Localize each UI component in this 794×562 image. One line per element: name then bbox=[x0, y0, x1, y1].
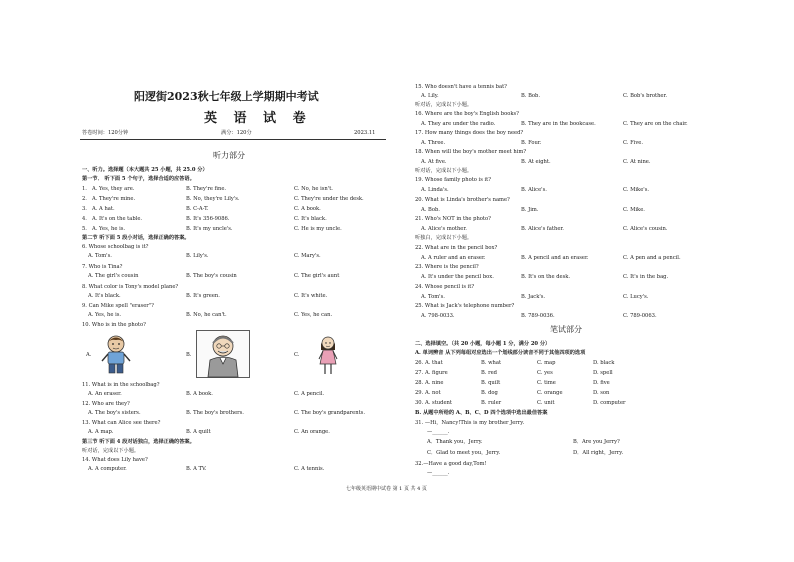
question-text: 24. Whose pencil is it? bbox=[415, 284, 475, 290]
option-c: C. Mike. bbox=[623, 207, 645, 213]
option-b: B. It's on the desk. bbox=[521, 274, 571, 280]
question-number: 29. bbox=[415, 390, 424, 396]
option-c: C. A pen and a pencil. bbox=[623, 255, 681, 261]
option-c: C. yes bbox=[537, 370, 553, 376]
grandfather-picture bbox=[196, 330, 250, 378]
option-a: A. They are under the radio. bbox=[421, 121, 496, 127]
page-footer: 七年级英语期中试卷 第 1 页 共 4 页 bbox=[346, 486, 427, 492]
option-c: C. map bbox=[537, 360, 556, 366]
question-text: 15. Who doesn't have a tennis bat? bbox=[415, 84, 507, 90]
part3-note: 听对话，完成以下小题。 bbox=[82, 448, 140, 454]
section-note: 听独白，完成以下小题。 bbox=[415, 235, 473, 241]
question-text: 25. What is Jack's telephone number? bbox=[415, 303, 515, 309]
option-b: B. red bbox=[481, 370, 497, 376]
option-a: A. bbox=[86, 352, 92, 358]
option-b: B. It's 356-9086. bbox=[186, 216, 230, 222]
option-c: C. unit bbox=[537, 400, 555, 406]
exam-time: 答卷时间：120分钟 bbox=[82, 130, 129, 136]
option-b: B. A book. bbox=[186, 391, 213, 397]
part3-heading: 第三节 听下面 4 段对话独白，选择正确的答案。 bbox=[82, 439, 195, 445]
option-b: B. A pencil and an eraser. bbox=[521, 255, 589, 261]
question-text: 17. How many things does the boy need? bbox=[415, 130, 524, 136]
question-text: 12. Who are they? bbox=[82, 401, 130, 407]
option-a: A. A computer. bbox=[88, 466, 127, 472]
option-a: A. It's on the table. bbox=[92, 216, 143, 222]
option-c: C. orange bbox=[537, 390, 563, 396]
option-b: B. Jim. bbox=[521, 207, 539, 213]
option-b: B. They're fine. bbox=[186, 186, 227, 192]
option-a: A. Yes, he is. bbox=[88, 312, 122, 318]
written-heading: 笔试部分 bbox=[550, 325, 582, 334]
option-c: C. An orange. bbox=[294, 429, 330, 435]
option-c: C. Mary's. bbox=[294, 253, 321, 259]
option-d: D. son bbox=[593, 390, 610, 396]
question-text: 20. What is Linda's brother's name? bbox=[415, 197, 510, 203]
option-c: C. time bbox=[537, 380, 556, 386]
question-number: 4. bbox=[82, 216, 87, 222]
exam-subtitle: 英 语 试 卷 bbox=[204, 111, 312, 126]
option-b: B. No, they're Lily's. bbox=[186, 196, 240, 202]
question-text: 6. Whose schoolbag is it? bbox=[82, 244, 149, 250]
option-a: A. Yes, they are. bbox=[92, 186, 135, 192]
option-b: B. The boy's cousin bbox=[186, 273, 237, 279]
option-d: D. spell bbox=[593, 370, 613, 376]
option-c: C. They are on the chair. bbox=[623, 121, 688, 127]
option-b: B. It's my uncle's. bbox=[186, 226, 233, 232]
part1-heading: 一、听力。选择题（本大题共 25 小题，共 25.0 分） bbox=[82, 167, 208, 173]
option-b: B. 789-0036. bbox=[521, 313, 555, 319]
option-a: A. At five. bbox=[421, 159, 447, 165]
option-c: C．Glad to meet you，Jerry. bbox=[427, 450, 501, 456]
option-c: C. It's in the bag. bbox=[623, 274, 669, 280]
option-b: B. Four. bbox=[521, 140, 542, 146]
option-b: B. A quilt bbox=[186, 429, 211, 435]
option-a: A. The boy's sisters. bbox=[88, 410, 141, 416]
option-c: C. bbox=[294, 352, 300, 358]
question-text: 8. What color is Tony's model plane? bbox=[82, 284, 179, 290]
option-c: C. Five. bbox=[623, 140, 643, 146]
option-d: D. five bbox=[593, 380, 610, 386]
option-a: A. Yes, he is. bbox=[92, 226, 126, 232]
option-a: A. An eraser. bbox=[88, 391, 122, 397]
option-c: C. Lucy's. bbox=[623, 294, 649, 300]
option-a: A. Bob. bbox=[421, 207, 440, 213]
section-note: 听对话，完成以下小题。 bbox=[415, 168, 473, 174]
option-a: A. A map. bbox=[88, 429, 114, 435]
option-c: C. 789-0063. bbox=[623, 313, 657, 319]
option-c: C. A pencil. bbox=[294, 391, 325, 397]
option-b: B. bbox=[186, 352, 192, 358]
listening-heading: 听力部分 bbox=[213, 151, 245, 160]
question-text: 11. What is in the schoolbag? bbox=[82, 382, 160, 388]
question-text: 23. Where is the pencil? bbox=[415, 264, 479, 270]
question-number: 28. bbox=[415, 380, 424, 386]
option-a: A. Tom's. bbox=[88, 253, 112, 259]
option-a: A. that bbox=[425, 360, 443, 366]
girl-picture bbox=[316, 332, 340, 376]
option-b: B. Alice's. bbox=[521, 187, 547, 193]
part2-written-heading: 二、选择填空。（共 20 小题，每小题 1 分，满分 20 分） bbox=[415, 341, 551, 347]
option-c: C. He is my uncle. bbox=[294, 226, 342, 232]
question-text: 9. Can Mike spell "eraser"? bbox=[82, 303, 154, 309]
question-text: 31. —Hi，Nancy!This is my brother Jerry. bbox=[415, 420, 525, 426]
option-b: B. It's green. bbox=[186, 293, 220, 299]
question-text: 22. What are in the pencil box? bbox=[415, 245, 498, 251]
option-a: A. student bbox=[425, 400, 452, 406]
option-b: B. The boy's brothers. bbox=[186, 410, 244, 416]
option-c: C. It's white. bbox=[294, 293, 328, 299]
option-b: B. quilt bbox=[481, 380, 501, 386]
option-c: C. No, he isn't. bbox=[294, 186, 333, 192]
option-a: A. A ruler and an eraser. bbox=[421, 255, 486, 261]
exam-date: 2023.11 bbox=[354, 130, 376, 136]
option-a: A. Lily. bbox=[421, 93, 439, 99]
option-a: A. figure bbox=[425, 370, 448, 376]
option-a: A. A hat. bbox=[92, 206, 115, 212]
option-b: B. At eight. bbox=[521, 159, 551, 165]
option-a: A. Linda's. bbox=[421, 187, 449, 193]
part1-subheading: 第一节． 听下面 5 个句子，选择合适的应答语。 bbox=[82, 176, 195, 182]
option-a: A. It's under the pencil box. bbox=[421, 274, 494, 280]
question-text: 13. What can Alice see there? bbox=[82, 420, 161, 426]
question-number: 3. bbox=[82, 206, 87, 212]
option-a: A．Thank you，Jerry. bbox=[427, 439, 483, 445]
option-c: C. A book. bbox=[294, 206, 321, 212]
option-b: B. A TV. bbox=[186, 466, 207, 472]
option-d: D．All right，Jerry. bbox=[573, 450, 624, 456]
option-b: B. Alice's father. bbox=[521, 226, 564, 232]
answer-blank: —______. bbox=[427, 470, 450, 476]
option-b: B．Are you Jerry? bbox=[573, 439, 620, 445]
option-a: A. 798-0033. bbox=[421, 313, 455, 319]
question-text: 18. When will the boy's mother meet him? bbox=[415, 149, 527, 155]
option-c: C. Mike's. bbox=[623, 187, 650, 193]
question-text: 19. Whose family photo is it? bbox=[415, 177, 492, 183]
exam-score: 满分：120分 bbox=[221, 130, 252, 136]
option-b: B. Bob. bbox=[521, 93, 541, 99]
question-number: 2. bbox=[82, 196, 87, 202]
question-text: 7. Who is Tina? bbox=[82, 264, 123, 270]
question-number: 26. bbox=[415, 360, 424, 366]
question-text: 16. Where are the boy's English books? bbox=[415, 111, 519, 117]
option-b: B. Jack's. bbox=[521, 294, 546, 300]
question-text: 32.—Have a good day,Tom! bbox=[415, 461, 487, 467]
part2-heading: 第二节 听下面 5 段小对话，选择正确的答案。 bbox=[82, 235, 190, 241]
option-c: C. Bob's brother. bbox=[623, 93, 668, 99]
option-a: A. They're mine. bbox=[92, 196, 136, 202]
option-a: A. The girl's cousin bbox=[88, 273, 139, 279]
question-number: 30. bbox=[415, 400, 424, 406]
question-number: 1. bbox=[82, 186, 87, 192]
option-c: C. Alice's cousin. bbox=[623, 226, 668, 232]
option-c: C. At nine. bbox=[623, 159, 651, 165]
partB-heading: B. 从题中所给的 A、B、C、D 四个选项中选出最佳答案 bbox=[415, 410, 548, 416]
option-d: D. black bbox=[593, 360, 615, 366]
option-d: D. computer bbox=[593, 400, 626, 406]
option-a: A. nine bbox=[425, 380, 444, 386]
option-b: B. Lily's. bbox=[186, 253, 209, 259]
option-b: B. C-A-T. bbox=[186, 206, 209, 212]
question-text: 21. Who's NOT in the photo? bbox=[415, 216, 491, 222]
partA-heading: A. 单词辨音 从下列每组对应选出一个划线部分读音不同于其他四项的选项 bbox=[415, 350, 586, 356]
question-number: 5. bbox=[82, 226, 87, 232]
option-c: C. They're under the desk. bbox=[294, 196, 364, 202]
question-text: 10. Who is in the photo? bbox=[82, 322, 146, 328]
option-c: C. The girl's aunt bbox=[294, 273, 340, 279]
question-text: 14. What does Lily have? bbox=[82, 457, 148, 463]
option-a: A. It's black. bbox=[88, 293, 121, 299]
option-a: A. Alice's mother. bbox=[421, 226, 467, 232]
option-a: A. not bbox=[425, 390, 441, 396]
section-note: 听对话，完成以下小题。 bbox=[415, 102, 473, 108]
option-b: B. what bbox=[481, 360, 502, 366]
option-c: C. Yes, he can. bbox=[294, 312, 333, 318]
header-divider bbox=[80, 139, 386, 140]
boy-picture bbox=[96, 333, 136, 375]
option-a: A. Tom's. bbox=[421, 294, 445, 300]
option-b: B. ruler bbox=[481, 400, 502, 406]
option-c: C. It's black. bbox=[294, 216, 327, 222]
option-c: C. The boy's grandparents. bbox=[294, 410, 365, 416]
option-c: C. A tennis. bbox=[294, 466, 325, 472]
option-b: B. dog bbox=[481, 390, 498, 396]
question-number: 27. bbox=[415, 370, 424, 376]
option-b: B. They are in the bookcase. bbox=[521, 121, 596, 127]
option-b: B. No, he can't. bbox=[186, 312, 227, 318]
answer-blank: —______. bbox=[427, 429, 450, 435]
option-a: A. Three. bbox=[421, 140, 446, 146]
exam-title: 阳逻街2023秋七年级上学期期中考试 bbox=[134, 90, 319, 103]
